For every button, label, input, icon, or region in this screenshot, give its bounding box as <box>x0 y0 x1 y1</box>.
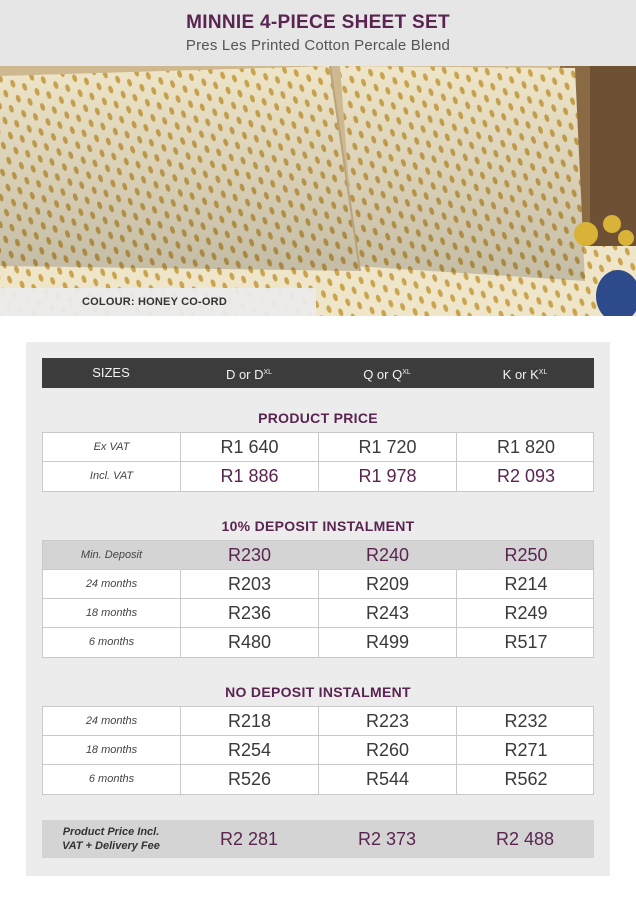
pricing-panel <box>26 342 610 876</box>
price-cell: R1 820 <box>496 437 556 457</box>
price-cell: R249 <box>504 603 548 623</box>
page-header <box>0 0 636 66</box>
product-subtitle: Pres Les Printed Cotton Percale Blend <box>185 37 451 54</box>
row-label: 6 months <box>43 765 181 794</box>
total-price-cell: R2 281 <box>219 829 279 849</box>
price-cell: R254 <box>181 736 319 765</box>
price-cell: R1 886 <box>181 462 319 491</box>
price-cell: R232 <box>504 711 548 731</box>
price-cell: R1 640 <box>181 433 319 462</box>
deposit-instalment-table <box>42 540 594 658</box>
price-cell: R1 720 <box>319 433 457 462</box>
sizes-header-bar <box>42 358 594 388</box>
row-label: Min. Deposit <box>43 541 181 570</box>
price-cell: R230 <box>181 541 319 570</box>
no-deposit-instalment-table <box>42 706 594 795</box>
price-cell: R480 <box>181 628 319 657</box>
total-price-cell: R2 373 <box>357 829 417 849</box>
bedding-image <box>0 66 636 316</box>
table-row <box>43 433 593 462</box>
size-queen: Q or $Q^{XL}$ <box>363 367 411 382</box>
price-cell: R250 <box>504 545 548 565</box>
product-photo <box>0 66 636 316</box>
price-cell: R236 <box>181 599 319 628</box>
product-price-table <box>42 432 594 492</box>
row-label: 18 months <box>43 736 181 765</box>
deposit-instalment-title: 10% DEPOSIT INSTALMENT <box>221 518 415 534</box>
row-label: 6 months <box>43 628 181 657</box>
row-label: 18 months <box>43 599 181 628</box>
table-row <box>43 765 593 794</box>
price-cell: R562 <box>504 769 548 789</box>
total-price-row <box>42 820 594 858</box>
price-cell: R544 <box>319 765 457 794</box>
price-cell: R526 <box>181 765 319 794</box>
total-label: Product Price Incl. VAT + Delivery Fee <box>62 826 160 852</box>
price-cell: R209 <box>319 570 457 599</box>
price-cell: R260 <box>319 736 457 765</box>
price-cell: R271 <box>504 740 548 760</box>
price-cell: R499 <box>319 628 457 657</box>
row-label: 24 months <box>43 707 181 736</box>
table-row <box>43 628 593 657</box>
table-row <box>43 599 593 628</box>
price-cell: R1 978 <box>319 462 457 491</box>
row-label: Incl. VAT <box>43 462 181 491</box>
total-price-cell: R2 488 <box>495 829 555 849</box>
price-cell: R214 <box>504 574 548 594</box>
size-double: D or $D^{XL}$ <box>225 367 273 382</box>
table-row <box>43 707 593 736</box>
price-cell: R2 093 <box>496 466 556 486</box>
sizes-header: SIZES <box>92 365 130 380</box>
colour-caption: COLOUR: HONEY CO-ORD <box>0 288 316 316</box>
price-cell: R240 <box>319 541 457 570</box>
table-row <box>43 736 593 765</box>
price-cell: R223 <box>319 707 457 736</box>
no-deposit-instalment-title: NO DEPOSIT INSTALMENT <box>225 684 411 700</box>
product-title: MINNIE 4-PIECE SHEET SET <box>186 12 450 33</box>
table-row <box>43 570 593 599</box>
product-price-title: PRODUCT PRICE <box>258 410 378 426</box>
table-row <box>43 462 593 491</box>
price-cell: R203 <box>181 570 319 599</box>
price-cell: R243 <box>319 599 457 628</box>
row-label: Ex VAT <box>43 433 181 462</box>
row-label: 24 months <box>43 570 181 599</box>
price-cell: R517 <box>504 632 548 652</box>
price-cell: R218 <box>181 707 319 736</box>
table-row <box>43 541 593 570</box>
size-king: K or $K^{XL}$ <box>502 367 548 382</box>
